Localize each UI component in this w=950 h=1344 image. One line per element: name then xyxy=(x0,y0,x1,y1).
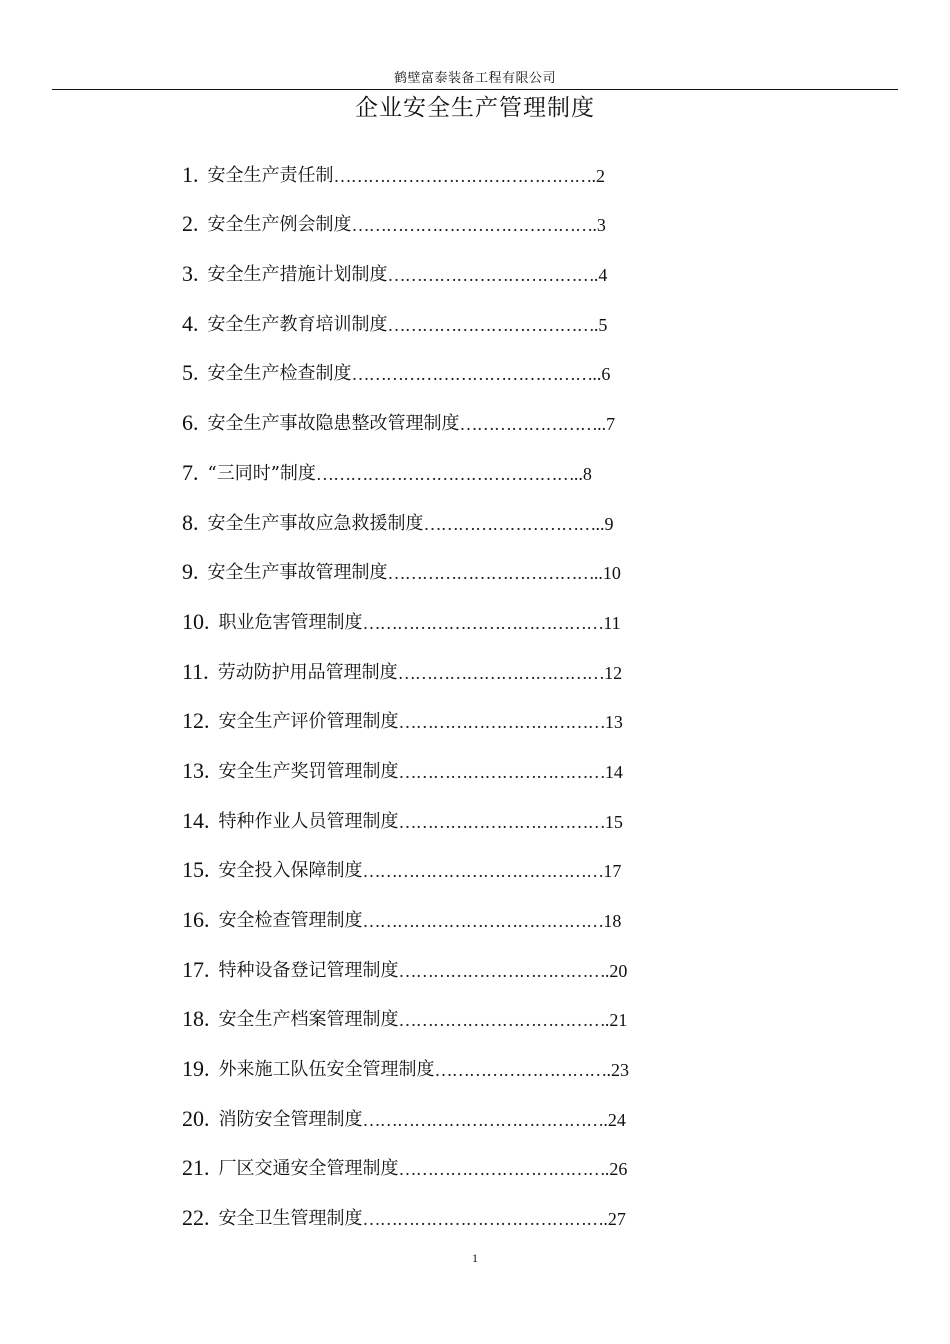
toc-entry-number: 13. xyxy=(182,757,210,783)
toc-entry-page: ..7 xyxy=(597,414,616,435)
toc-entry-number: 8. xyxy=(182,509,199,535)
toc-entry[interactable] xyxy=(182,883,762,933)
toc-entry-page: ..6 xyxy=(592,364,611,385)
toc-entry[interactable] xyxy=(182,1082,762,1132)
toc-entry-number: 9. xyxy=(182,559,199,585)
toc-entry-page: .26 xyxy=(604,1159,628,1180)
toc-entry-number: 15. xyxy=(182,857,210,883)
toc-entry-page: 18 xyxy=(603,911,622,931)
toc-entry[interactable] xyxy=(182,337,762,387)
toc-entry-number: 18. xyxy=(182,1006,210,1032)
toc-entry[interactable] xyxy=(182,784,762,834)
toc-entry-number: 17. xyxy=(182,956,210,982)
toc-entry-leader: ……………………………… xyxy=(398,1159,605,1180)
toc-entry[interactable] xyxy=(182,1181,762,1231)
toc-entry-label: 安全卫生管理制度 xyxy=(218,1208,363,1230)
toc-entry-leader: …………………………………… xyxy=(362,861,604,882)
toc-entry-label: 安全生产事故应急救援制度 xyxy=(207,512,424,534)
toc-entry-leader: …………………………………… xyxy=(362,911,604,931)
toc-entry-page: .3 xyxy=(592,215,606,236)
toc-entry-page: .4 xyxy=(593,265,608,286)
toc-entry[interactable] xyxy=(182,933,762,983)
toc-entry-page: .21 xyxy=(604,1010,628,1031)
toc-entry-number: 21. xyxy=(182,1155,210,1181)
toc-entry[interactable] xyxy=(182,635,762,685)
toc-entry-label: 特种设备登记管理制度 xyxy=(218,959,399,981)
toc-entry-page: .20 xyxy=(604,960,628,981)
toc-entry-page: .23 xyxy=(606,1060,630,1081)
header-company-name: 鹤壁富泰装备工程有限公司 xyxy=(393,71,556,86)
toc-entry-leader: ………………………… xyxy=(434,1060,607,1081)
toc-entry-number: 10. xyxy=(182,608,210,634)
document-title: 企业安全生产管理制度 xyxy=(355,95,595,121)
toc-entry-label: 安全投入保障制度 xyxy=(218,860,363,882)
toc-entry-leader: …………………… xyxy=(459,414,598,435)
toc-entry[interactable] xyxy=(182,287,762,337)
toc-entry-leader: ……………………………… xyxy=(398,960,605,981)
toc-entry-label: 消防安全管理制度 xyxy=(218,1108,363,1130)
toc-entry-leader: ……………………………… xyxy=(398,761,605,782)
toc-entry-number: 16. xyxy=(182,907,210,932)
toc-entry-page: ..10 xyxy=(593,563,621,584)
toc-entry-leader: ……………………………………… xyxy=(333,165,592,186)
toc-entry-number: 20. xyxy=(182,1105,210,1131)
toc-entry-label: 安全生产评价管理制度 xyxy=(218,711,399,733)
toc-entry-number: 5. xyxy=(182,360,199,386)
toc-entry-leader: ……………………………… xyxy=(398,1010,605,1031)
toc-entry[interactable] xyxy=(182,685,762,735)
header-divider xyxy=(52,89,898,90)
toc-entry-label: 安全生产措施计划制度 xyxy=(207,264,388,286)
toc-entry[interactable] xyxy=(182,188,762,238)
toc-entry-label: 安全生产事故隐患整改管理制度 xyxy=(207,413,460,435)
toc-entry-leader: ……………………………… xyxy=(387,563,594,584)
toc-entry[interactable] xyxy=(182,834,762,884)
toc-entry-number: 7. xyxy=(182,459,199,485)
toc-entry-page: 14 xyxy=(604,761,623,782)
toc-entry[interactable] xyxy=(182,734,762,784)
toc-entry[interactable] xyxy=(182,536,762,586)
toc-entry[interactable] xyxy=(182,237,762,287)
toc-entry-leader: …………………………………… xyxy=(351,215,593,236)
toc-entry-number: 11. xyxy=(182,658,209,684)
toc-entry[interactable] xyxy=(182,1132,762,1182)
toc-entry-page: ..8 xyxy=(573,463,592,484)
toc-entry-number: 19. xyxy=(182,1056,210,1082)
toc-entry-leader: ……………………………………… xyxy=(315,463,574,484)
toc-entry-number: 3. xyxy=(182,261,199,287)
toc-entry-page: 13 xyxy=(604,712,623,733)
toc-entry-label: 外来施工队伍安全管理制度 xyxy=(218,1059,435,1081)
toc-entry-label: 安全生产责任制 xyxy=(207,164,334,186)
toc-entry-label: 安全生产档案管理制度 xyxy=(218,1009,399,1031)
toc-entry[interactable] xyxy=(182,983,762,1033)
toc-entry-page: .24 xyxy=(603,1109,626,1130)
toc-entry[interactable] xyxy=(182,138,762,188)
toc-entry-leader: …………………………………… xyxy=(362,612,604,633)
toc-entry-leader: …………………………………… xyxy=(362,1109,604,1130)
toc-entry-label: 劳动防护用品管理制度 xyxy=(217,661,398,683)
toc-entry-number: 4. xyxy=(182,310,199,336)
toc-entry-page: 12 xyxy=(604,662,623,683)
toc-entry-page: .2 xyxy=(591,165,606,186)
toc-entry-number: 22. xyxy=(182,1205,210,1231)
toc-entry-leader: …………………………………… xyxy=(362,1209,604,1230)
toc-entry-label: 职业危害管理制度 xyxy=(218,611,363,633)
toc-entry-page: 11 xyxy=(603,612,621,633)
toc-entry[interactable] xyxy=(182,436,762,486)
toc-entry-number: 1. xyxy=(182,161,199,187)
toc-entry-number: 14. xyxy=(182,807,210,833)
footer-page-number: 1 xyxy=(472,1251,478,1265)
toc-entry-page: ..9 xyxy=(595,513,614,534)
toc-entry-leader: ……………………………… xyxy=(398,811,605,832)
toc-entry-page: .27 xyxy=(603,1209,626,1230)
toc-entry-number: 6. xyxy=(182,410,199,436)
toc-entry-label: 安全生产例会制度 xyxy=(207,214,352,236)
toc-entry-label: 安全检查管理制度 xyxy=(218,910,363,931)
toc-entry-leader: ………………………… xyxy=(423,513,596,534)
toc-entry-page: 17 xyxy=(603,861,622,882)
toc-entry-leader: ……………………………… xyxy=(398,712,605,733)
toc-entry-label: 安全生产检查制度 xyxy=(207,363,352,385)
toc-entry-number: 2. xyxy=(182,211,199,237)
table-of-contents xyxy=(182,138,762,1231)
toc-entry-leader: ……………………………… xyxy=(397,662,605,683)
toc-entry[interactable] xyxy=(182,486,762,536)
toc-entry-label: 特种作业人员管理制度 xyxy=(218,810,399,832)
toc-entry-leader: ……………………………… xyxy=(387,265,594,286)
toc-entry-page: 15 xyxy=(604,811,623,832)
toc-entry-label: “三同时”制度 xyxy=(207,462,316,484)
toc-entry-page: .5 xyxy=(593,314,608,335)
toc-entry-leader: …………………………………… xyxy=(351,364,593,385)
toc-entry-leader: ……………………………… xyxy=(387,314,594,335)
toc-entry[interactable] xyxy=(182,1032,762,1082)
toc-entry-label: 安全生产奖罚管理制度 xyxy=(218,760,399,782)
toc-entry[interactable] xyxy=(182,386,762,436)
toc-entry-label: 安全生产教育培训制度 xyxy=(207,313,388,335)
toc-entry-number: 12. xyxy=(182,708,210,734)
toc-entry-label: 厂区交通安全管理制度 xyxy=(218,1158,399,1180)
toc-entry[interactable] xyxy=(182,585,762,635)
toc-entry-label: 安全生产事故管理制度 xyxy=(207,562,388,584)
